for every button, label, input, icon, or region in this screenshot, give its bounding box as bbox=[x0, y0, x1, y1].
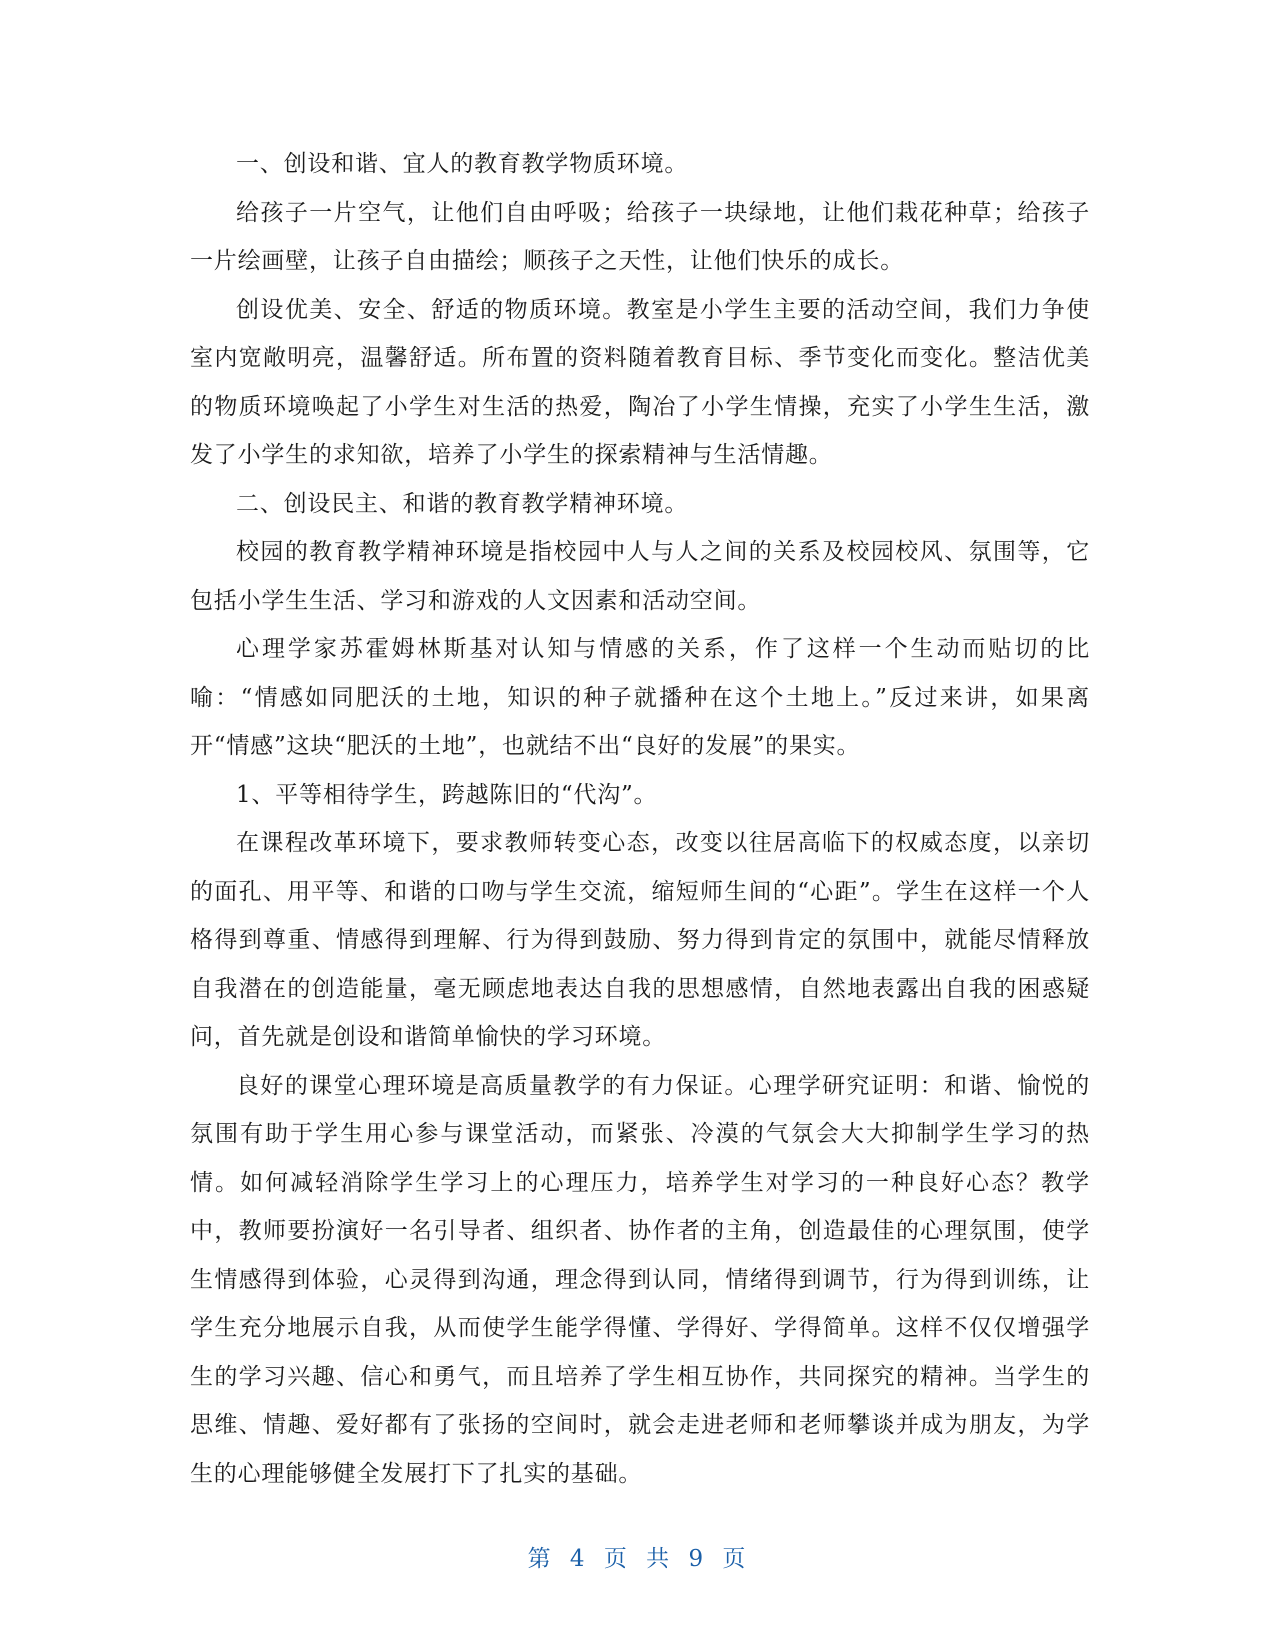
paragraph: 给孩子一片空气，让他们自由呼吸；给孩子一块绿地，让他们栽花种草；给孩子一片绘画壁，让孩子自由描绘；顺孩子之天性，让他们快乐的成长。 bbox=[190, 199, 1090, 274]
paragraph: 良好的课堂心理环境是高质量教学的有力保证。心理学研究证明：和谐、愉悦的氛围有助于学生用心参与课堂活动，而紧张、冷漠的气氛会大大抑制学生学习的热情。如何减轻消除学生学习上的心理压力，培养学生对学习的一种良好心态？教学中，教师要扮演好一名引导者、组织者、协作者的主角，创造最佳的心理氛围，使学生情感得到体验，心灵得到沟通，理念得到认同，情绪得到调节，行为得到训练，让学生充分地展示自我，从而使学生能学得懂、学得好、学得简单。这样不仅仅增强学生的学习兴趣、信心和勇气，而且培养了学生相互协作，共同探究的精神。当学生的思维、情趣、爱好都有了张扬的空间时，就会走进老师和老师攀谈并成为朋友，为学生的心理能够健全发展打下了扎实的基础。 bbox=[190, 1072, 1090, 1487]
subsection-heading-1: 1、平等相待学生，跨越陈旧的“代沟”。 bbox=[236, 781, 658, 808]
paragraph: 在课程改革环境下，要求教师转变心态，改变以往居高临下的权威态度，以亲切的面孔、用平等、和谐的口吻与学生交流，缩短师生间的“心距”。学生在这样一个人格得到尊重、情感得到理解、行为得到鼓励、努力得到肯定的氛围中，就能尽情释放自我潜在的创造能量，毫无顾虑地表达自我的思想感情，自然地表露出自我的困惑疑问，首先就是创设和谐简单愉快的学习环境。 bbox=[190, 830, 1090, 1050]
footer-total-pages: 9 bbox=[688, 1546, 706, 1572]
footer-total-word: 共 bbox=[646, 1546, 672, 1572]
section-heading-1: 一、创设和谐、宜人的教育教学物质环境。 bbox=[236, 151, 689, 177]
paragraph: 心理学家苏霍姆林斯基对认知与情感的关系，作了这样一个生动而贴切的比喻：“情感如同肥沃的土地，知识的种子就播种在这个土地上。”反过来讲，如果离开“情感”这块“肥沃的土地”，也就结不出“良好的发展”的果实。 bbox=[190, 636, 1090, 759]
section-heading-2: 二、创设民主、和谐的教育教学精神环境。 bbox=[236, 490, 689, 517]
footer-page-word: 页 bbox=[603, 1546, 629, 1572]
footer-suffix: 页 bbox=[722, 1546, 748, 1572]
paragraph: 校园的教育教学精神环境是指校园中人与人之间的关系及校园校风、氛围等，它包括小学生生活、学习和游戏的人文因素和活动空间。 bbox=[190, 539, 1090, 614]
page-number-footer bbox=[0, 1540, 1275, 1573]
footer-prefix: 第 bbox=[527, 1546, 553, 1572]
paragraph: 创设优美、安全、舒适的物质环境。教室是小学生主要的活动空间，我们力争使室内宽敞明亮，温馨舒适。所布置的资料随着教育目标、季节变化而变化。整洁优美的物质环境唤起了小学生对生活的热爱，陶冶了小学生情操，充实了小学生生活，激发了小学生的求知欲，培养了小学生的探索精神与生活情趣。 bbox=[190, 296, 1090, 468]
footer-current-page: 4 bbox=[569, 1546, 587, 1572]
document-body bbox=[190, 140, 1090, 1498]
